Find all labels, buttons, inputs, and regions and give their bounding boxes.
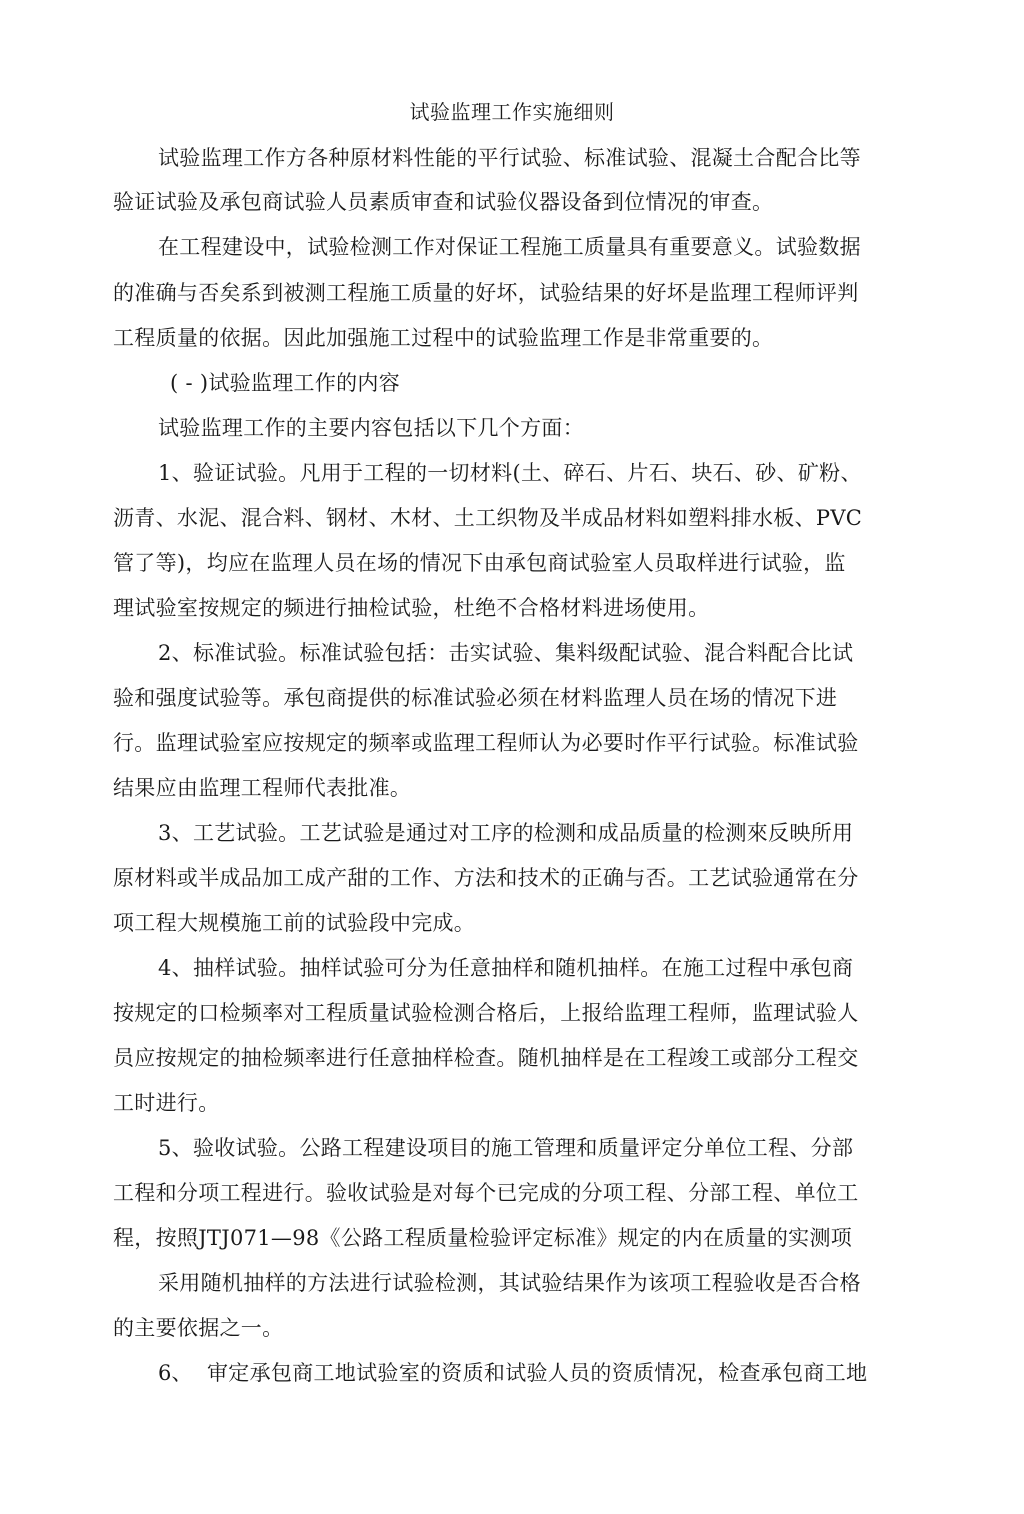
text-line: 在工程建设中，试验检测工作对保证工程施工质量具有重要意义。试验数据 [158, 235, 861, 259]
document-title: 试验监理工作实施细则 [409, 100, 615, 124]
text-line: 验证试验及承包商试验人员素质审查和试验仪器设备到位情况的审查。 [113, 190, 774, 214]
text-line: 的主要依据之一。 [113, 1316, 284, 1340]
text-line: 理试验室按规定的频进行抽检试验，杜绝不合格材料进场使用。 [113, 596, 710, 620]
text-line: 1、验证试验。凡用于工程的一切材料(土、碎石、片石、块石、砂、矿粉、 [158, 461, 862, 485]
text-line: 沥青、水泥、混合料、钢材、木材、土工织物及半成品材料如塑料排水板、PVC [113, 506, 863, 530]
section-heading: ( - )试验监理工作的内容 [170, 371, 401, 395]
text-line: 程，按照JTJ071—98《公路工程质量检验评定标准》规定的内在质量的实测项 [113, 1226, 853, 1250]
text-line: 行。监理试验室应按规定的频率或监理工程师认为必要时作平行试验。标准试验 [113, 731, 859, 755]
text-line: 审定承包商工地试验室的资质和试验人员的资质情况，检查承包商工地 [207, 1361, 868, 1385]
text-line: 试验监理工作方各种原材料性能的平行试验、标准试验、混凝土合配合比等 [158, 146, 861, 170]
text-line: 原材料或半成品加工成产甜的工作、方法和技术的正确与否。工艺试验通常在分 [113, 866, 859, 890]
text-line: 管了等)，均应在监理人员在场的情况下由承包商试验室人员取样进行试验，监 [113, 551, 846, 575]
text-line: 2、标准试验。标准试验包括：击实试验、集料级配试验、混合料配合比试 [158, 641, 854, 665]
text-line: 项工程大规模施工前的试验段中完成。 [113, 911, 476, 935]
item-number: 6、 [158, 1361, 193, 1385]
text-line: 的准确与否矣系到被测工程施工质量的好坏，试验结果的好坏是监理工程师评判 [113, 281, 859, 305]
text-line: 员应按规定的抽检频率进行任意抽样检查。随机抽样是在工程竣工或部分工程交 [113, 1046, 859, 1070]
text-line: 结果应由监理工程师代表批准。 [113, 776, 412, 800]
text-line: 验和强度试验等。承包商提供的标准试验必须在材料监理人员在场的情况下进 [113, 686, 838, 710]
text-line: 试验监理工作的主要内容包括以下几个方面： [158, 416, 584, 440]
text-line: 3、工艺试验。工艺试验是通过对工序的检测和成品质量的检测來反映所用 [158, 821, 854, 845]
text-line: 按规定的口检频率对工程质量试验检测合格后，上报给监理工程师，监理试验人 [113, 1001, 859, 1025]
text-line: 工时进行。 [113, 1091, 220, 1115]
text-line: 采用随机抽样的方法进行试验检测，其试验结果作为该项工程验收是否合格 [158, 1271, 861, 1295]
text-line: 4、抽样试验。抽样试验可分为任意抽样和随机抽样。在施工过程中承包商 [158, 956, 854, 980]
text-line: 工程和分项工程进行。验收试验是对每个已完成的分项工程、分部工程、单位工 [113, 1181, 859, 1205]
text-line: 5、验收试验。公路工程建设项目的施工管理和质量评定分单位工程、分部 [158, 1136, 854, 1160]
text-line: 工程质量的依据。因此加强施工过程中的试验监理工作是非常重要的。 [113, 326, 774, 350]
